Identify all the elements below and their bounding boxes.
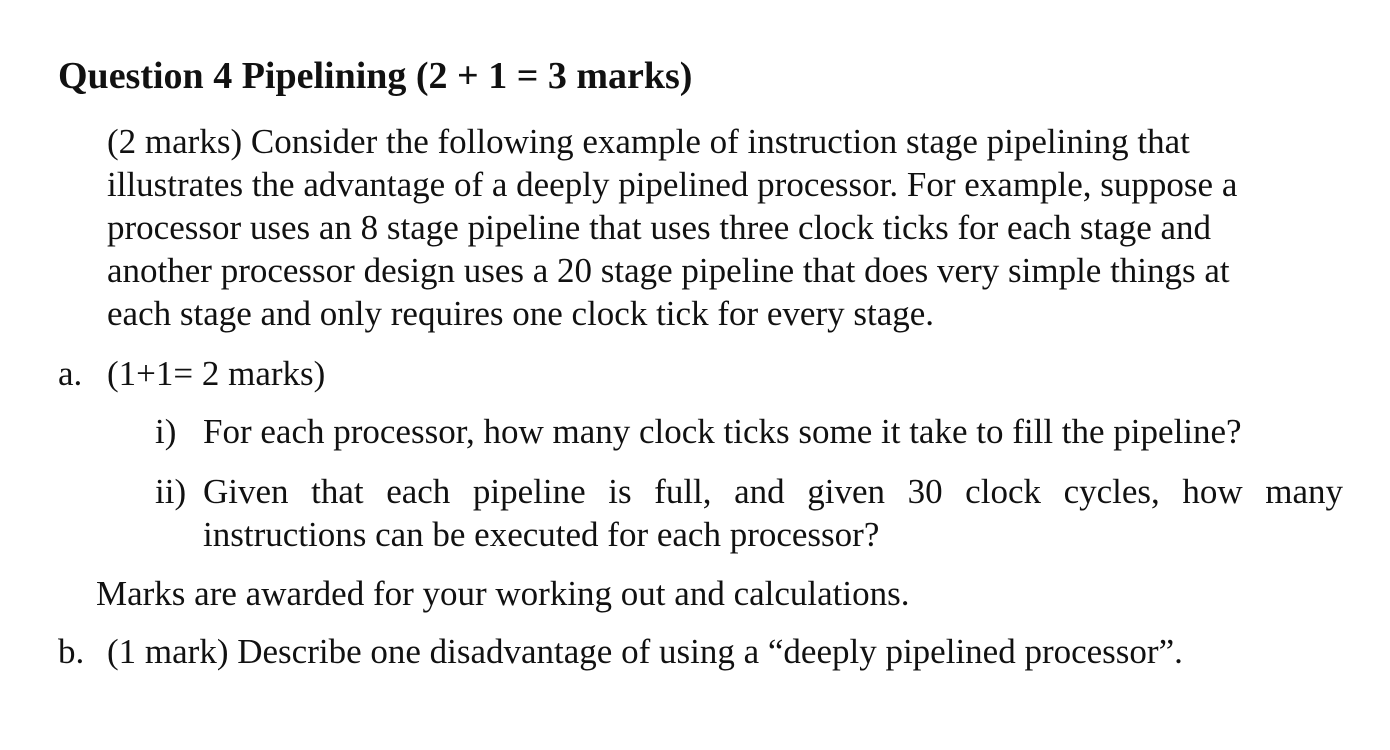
part-b-text: (1 mark) Describe one disadvantage of using a “deeply pipelined processor”. <box>107 632 1183 671</box>
part-a-text: (1+1= 2 marks) <box>107 354 326 393</box>
intro-line: illustrates the advantage of a deeply pipelined processor. For example, suppose a <box>107 165 1238 204</box>
part-b-marker: b. <box>58 632 85 671</box>
sub-ii-text <box>203 470 1343 556</box>
intro-line: another processor design uses a 20 stage pipeline that does very simple things at <box>107 251 1230 290</box>
sub-i-text: For each processor, how many clock ticks some it take to fill the pipeline? <box>203 412 1242 451</box>
sub-ii-line: instructions can be executed for each processor? <box>203 515 880 554</box>
intro-line: (2 marks) Consider the following example of instruction stage pipelining that <box>107 122 1190 161</box>
sub-ii-line: Given that each pipeline is full, and given 30 clock cycles, how many <box>203 472 1343 511</box>
part-a-marker: a. <box>58 354 83 393</box>
intro-line: processor uses an 8 stage pipeline that uses three clock ticks for each stage and <box>107 208 1212 247</box>
intro-line: each stage and only requires one clock tick for every stage. <box>107 294 935 333</box>
question-title: Question 4 Pipelining (2 + 1 = 3 marks) <box>58 55 693 97</box>
sub-ii-marker: ii) <box>155 472 187 511</box>
marks-note: Marks are awarded for your working out and calculations. <box>96 574 910 613</box>
sub-i-marker: i) <box>155 412 177 451</box>
question-intro <box>107 120 1337 335</box>
